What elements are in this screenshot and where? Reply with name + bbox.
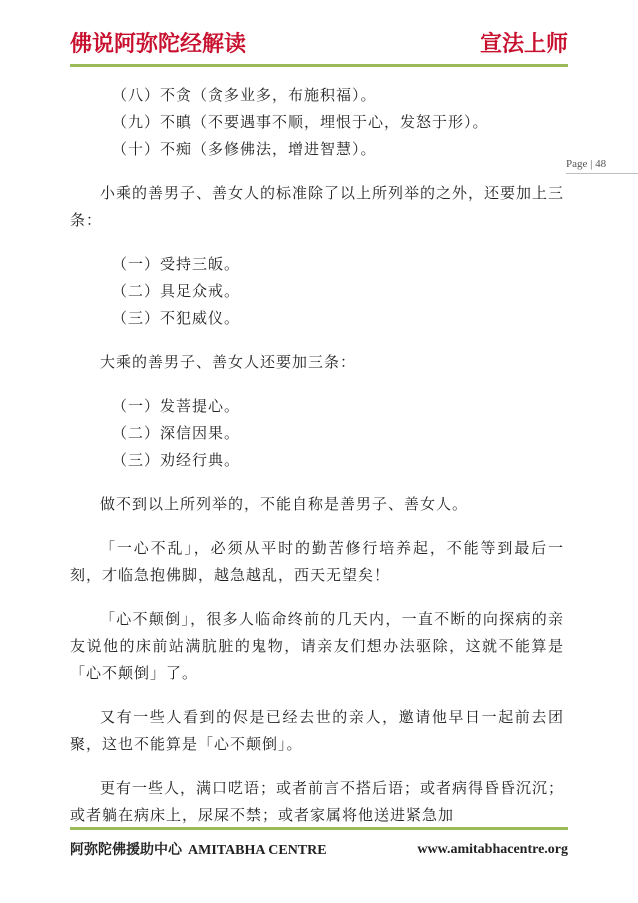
organization-name-chinese: 阿弥陀佛援助中心 — [70, 842, 182, 858]
paragraph: 「心不颠倒」，很多人临命终前的几天内，一直不断的向探病的亲友说他的床前站满肮脏的鬼物，请亲友们想办法驱除，这就不能算是「心不颠倒」了。 — [70, 610, 564, 682]
paragraph: 做不到以上所列举的，不能自称是善男子、善女人。 — [100, 495, 469, 513]
author-name: 宣法上师 — [479, 32, 568, 57]
header-divider — [70, 64, 568, 67]
list-item: （一）受持三皈。 — [112, 255, 241, 273]
precept-list-b — [70, 251, 564, 332]
book-title: 佛说阿弥陀经解读 — [70, 32, 247, 57]
footer-divider — [70, 827, 568, 830]
list-item: （二）具足众戒。 — [112, 282, 241, 300]
list-item: （三）劝经行典。 — [112, 451, 241, 469]
list-item: （十）不痴（多修佛法，增进智慧）。 — [112, 140, 377, 158]
page-header — [70, 30, 568, 70]
page-number: Page | 48 — [566, 155, 638, 174]
organization-name — [70, 839, 327, 862]
list-item: （八）不贪（贪多业多，布施积福）。 — [112, 86, 377, 104]
list-item: （九）不瞋（不要遇事不顺，埋恨于心，发怒于形）。 — [112, 113, 489, 131]
website-link[interactable]: www.amitabhacentre.org — [417, 842, 568, 857]
list-item: （三）不犯威仪。 — [112, 309, 241, 327]
list-item: （二）深信因果。 — [112, 424, 241, 442]
precept-list-a — [70, 82, 564, 163]
page-footer — [70, 827, 568, 877]
precept-list-c — [70, 393, 564, 474]
organization-name-english: AMITABHA CENTRE — [188, 843, 327, 858]
paragraph: 更有一些人，满口呓语；或者前言不搭后语；或者病得昏昏沉沉；或者躺在病床上，尿屎不禁；或者家属将他送进紧急加 — [70, 779, 565, 824]
paragraph: 大乘的善男子、善女人还要加三条： — [100, 353, 357, 371]
list-item: （一）发菩提心。 — [112, 397, 241, 415]
document-body — [70, 82, 564, 829]
paragraph: 小乘的善男子、善女人的标准除了以上所列举的之外，还要加上三条： — [70, 184, 565, 229]
paragraph: 「一心不乱」，必须从平时的勤苦修行培养起，不能等到最后一刻，才临急抱佛脚，越急越乱，西天无望矣！ — [70, 539, 564, 584]
paragraph: 又有一些人看到的侭是已经去世的亲人，邀请他早日一起前去团聚，这也不能算是「心不颠倒」。 — [70, 708, 564, 753]
